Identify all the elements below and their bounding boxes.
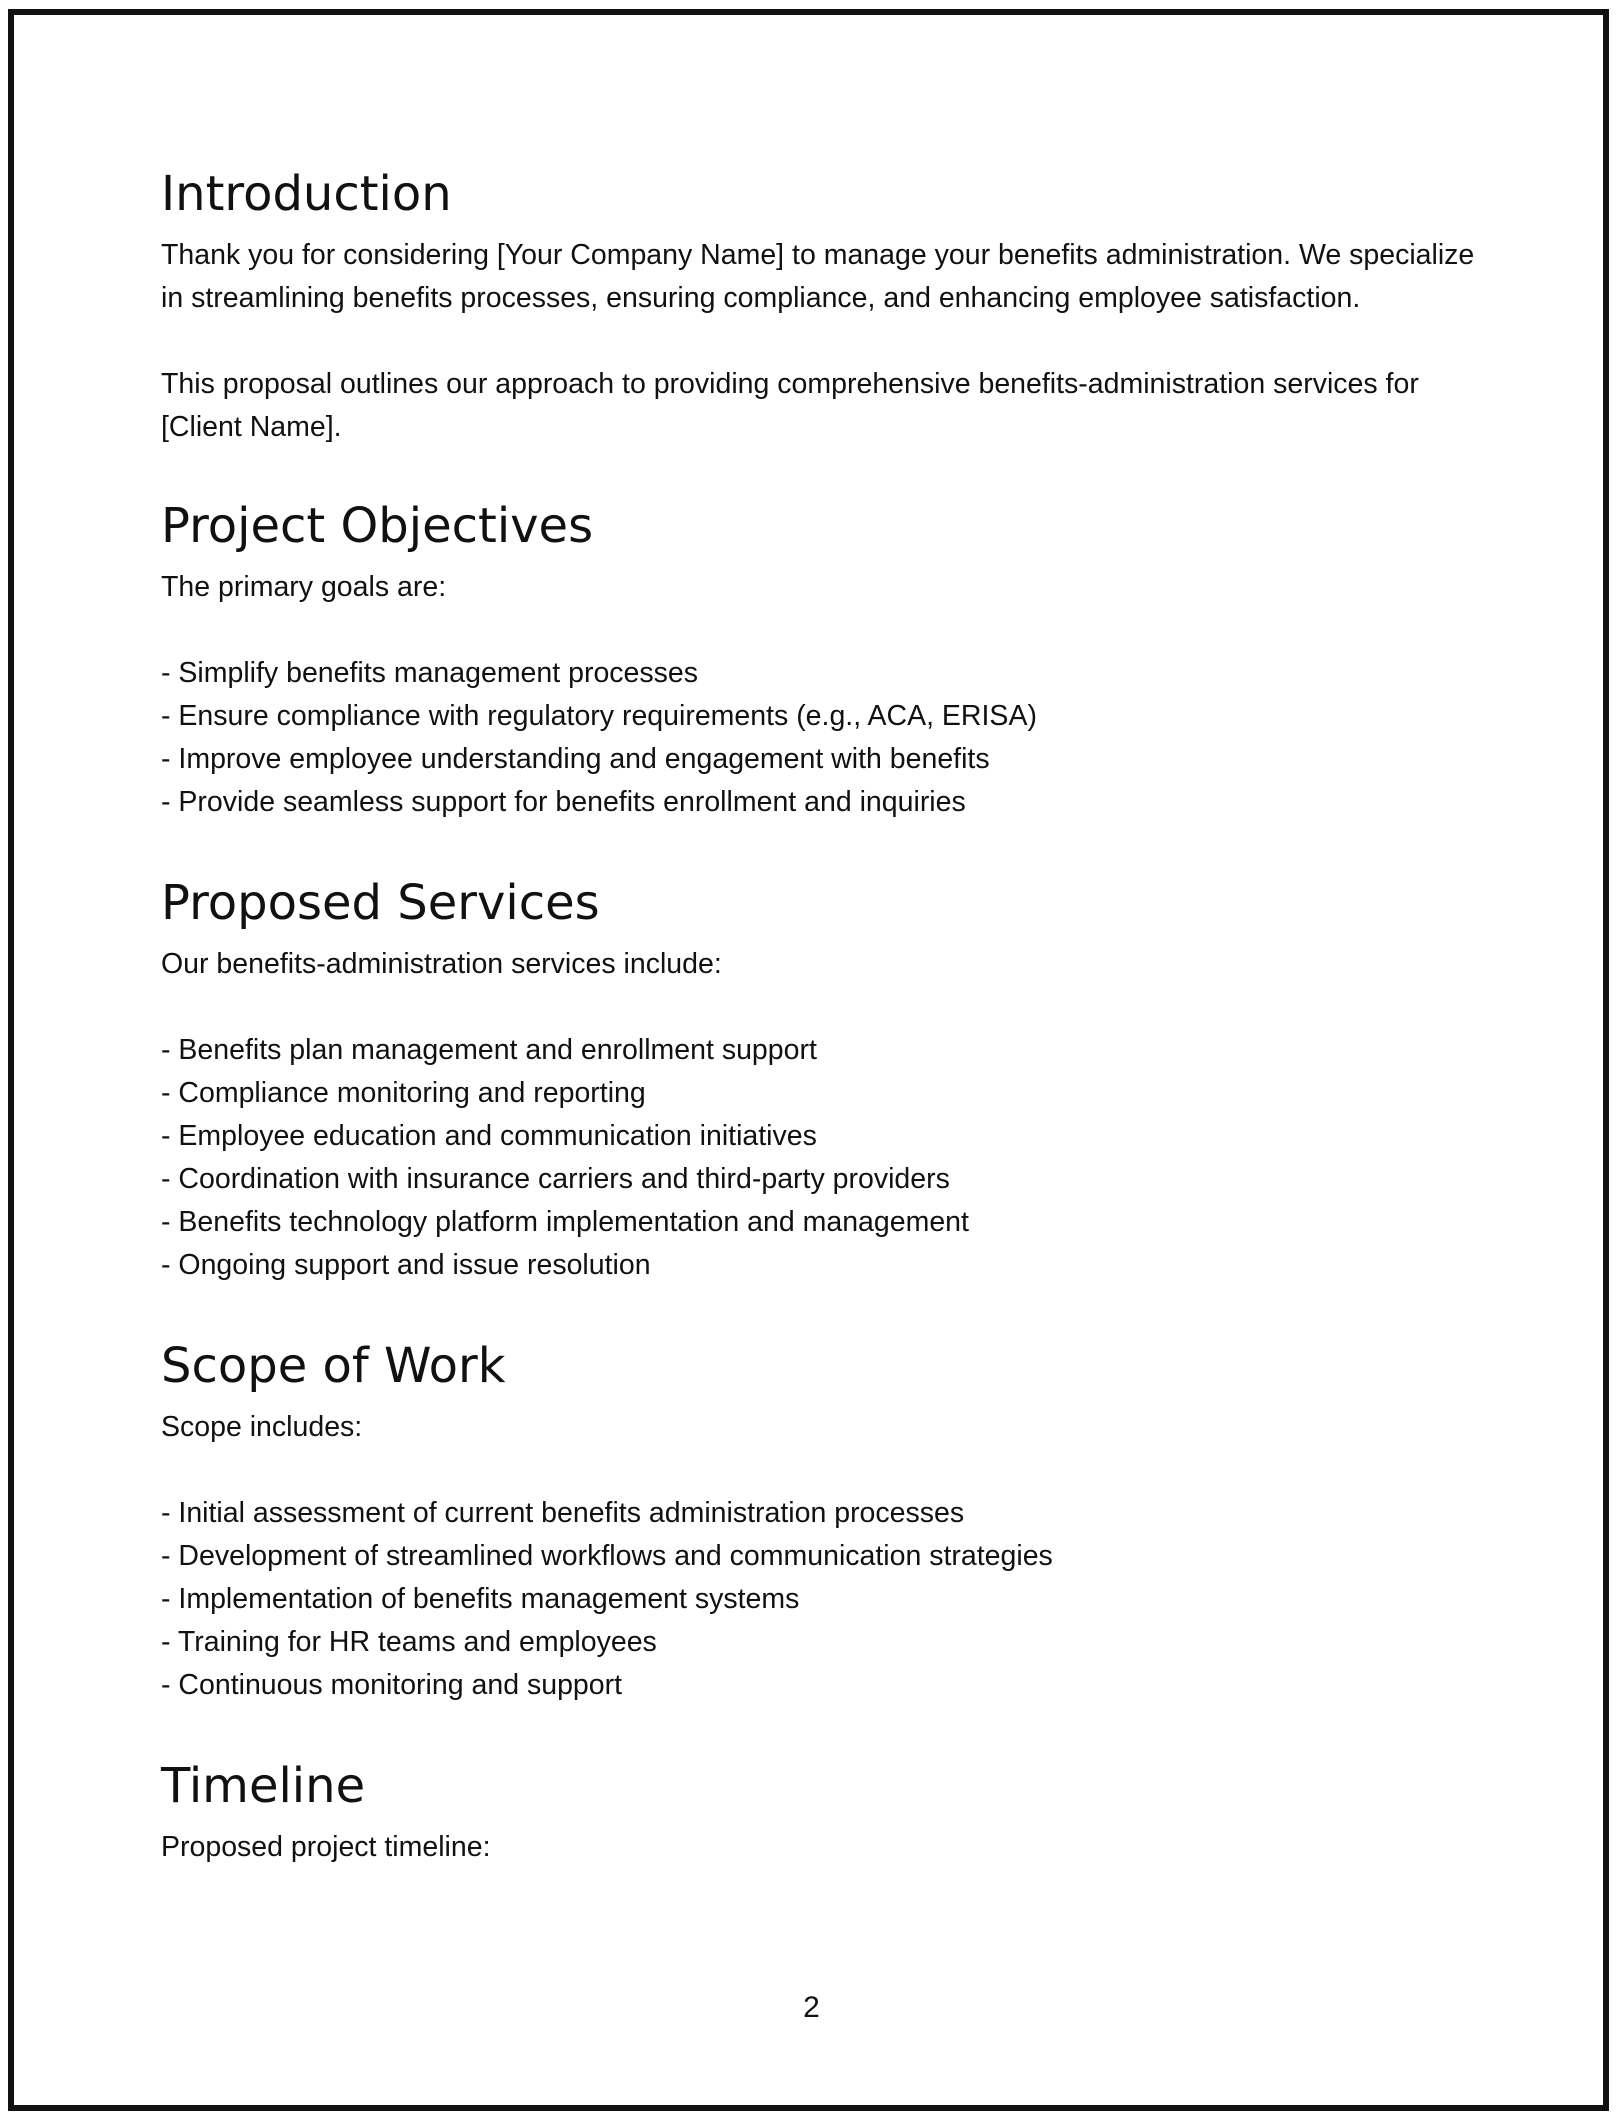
list-item: - Benefits technology platform implementation and management [161,1206,969,1238]
heading-timeline: Timeline [161,1758,366,1814]
heading-scope-of-work: Scope of Work [161,1338,506,1394]
services-list [161,1029,1481,1287]
list-item: - Simplify benefits management processes [161,657,698,689]
document-body [161,160,1481,1912]
list-item: - Coordination with insurance carriers and third-party providers [161,1163,950,1195]
section-scope-of-work [161,1332,1481,1707]
list-item: - Improve employee understanding and engagement with benefits [161,743,990,775]
heading-introduction: Introduction [161,166,452,222]
list-item: - Training for HR teams and employees [161,1626,657,1658]
objectives-intro: The primary goals are: [161,571,447,603]
timeline-intro: Proposed project timeline: [161,1831,491,1863]
scope-intro: Scope includes: [161,1411,363,1443]
section-project-objectives [161,492,1481,824]
list-item: - Continuous monitoring and support [161,1669,623,1701]
scope-list [161,1492,1481,1707]
section-proposed-services [161,869,1481,1287]
services-intro: Our benefits-administration services include: [161,948,722,980]
objectives-list [161,652,1481,824]
section-introduction [161,160,1481,449]
heading-proposed-services: Proposed Services [161,875,600,931]
intro-paragraph-2: This proposal outlines our approach to providing comprehensive benefits-administration services for [Client Name]. [161,368,1419,443]
list-item: - Ensure compliance with regulatory requirements (e.g., ACA, ERISA) [161,700,1037,732]
list-item: - Initial assessment of current benefits administration processes [161,1497,965,1529]
list-item: - Implementation of benefits management systems [161,1583,800,1615]
list-item: - Benefits plan management and enrollment support [161,1034,817,1066]
page-number: 2 [803,1991,820,2024]
list-item: - Ongoing support and issue resolution [161,1249,651,1281]
intro-paragraph-1: Thank you for considering [Your Company Name] to manage your benefits administration. We specialize in streamlining benefits processes, ensuring compliance, and enhancing employee satisfaction. [161,239,1475,314]
list-item: - Development of streamlined workflows and communication strategies [161,1540,1053,1572]
list-item: - Employee education and communication initiatives [161,1120,817,1152]
heading-project-objectives: Project Objectives [161,498,594,554]
list-item: - Provide seamless support for benefits enrollment and inquiries [161,786,966,818]
section-timeline [161,1752,1481,1869]
list-item: - Compliance monitoring and reporting [161,1077,646,1109]
